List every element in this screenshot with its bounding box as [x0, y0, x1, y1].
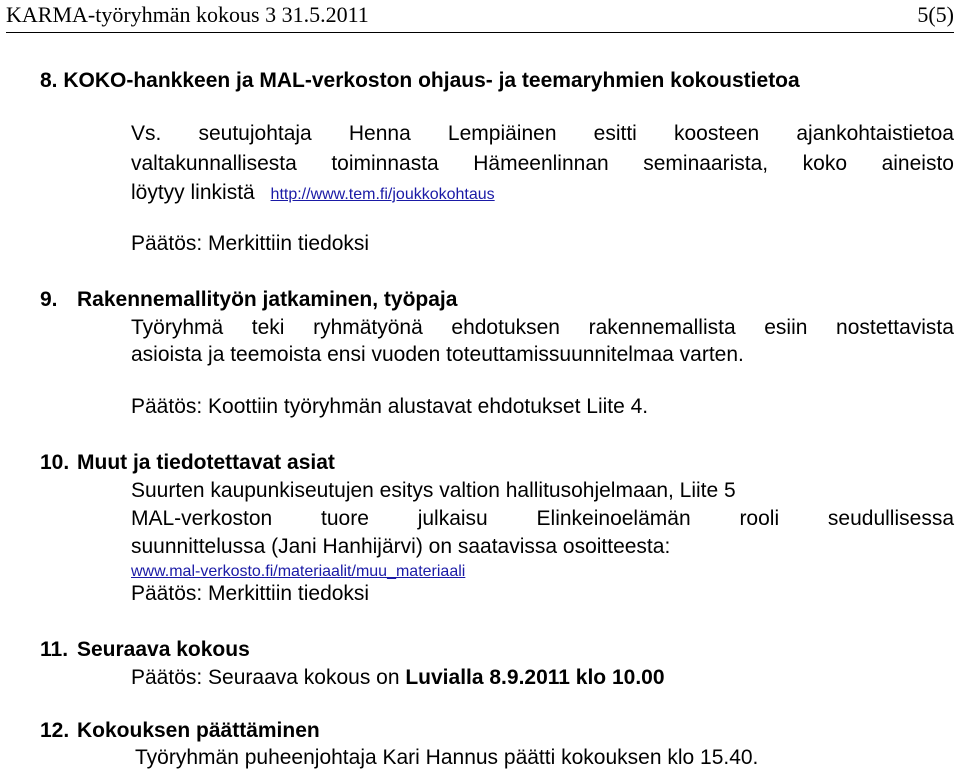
section-10-number: 10. [40, 451, 70, 474]
document-title: KARMA-työryhmän kokous 3 31.5.2011 [6, 2, 369, 27]
word: Elinkeinoelämän [536, 507, 691, 530]
word: koosteen [673, 122, 760, 145]
section-12-number: 12. [40, 719, 70, 742]
word: seudullisessa [827, 507, 954, 530]
page-header [6, 2, 954, 28]
section-12-heading: Kokouksen päättäminen [77, 719, 320, 742]
section-9-heading: Rakennemallityön jatkaminen, työpaja [77, 288, 458, 311]
section-11-number: 11. [40, 638, 69, 661]
word: Hämeenlinnan [473, 152, 609, 175]
section-8-decision: Päätös: Merkittiin tiedoksi [131, 232, 370, 255]
section-10-decision: Päätös: Merkittiin tiedoksi [131, 582, 370, 605]
section-8-heading: 8. KOKO-hankkeen ja MAL-verkoston ohjaus- ja teemaryhmien kokoustietoa [40, 69, 800, 92]
section-8-line-3 [131, 180, 495, 208]
section-10-heading: Muut ja tiedotettavat asiat [77, 451, 335, 474]
word: ajankohtaistietoa [796, 122, 954, 145]
word: seutujohtaja [198, 122, 312, 145]
section-8-line-1 [131, 121, 954, 147]
word: valtakunnallisesta [131, 152, 297, 175]
section-11-decision-prefix: Päätös: Seuraava kokous on [131, 666, 406, 689]
section-10-line-1: Suurten kaupunkiseutujen esitys valtion hallitusohjelmaan, Liite 5 [131, 479, 736, 502]
section-11-decision [131, 665, 665, 691]
section-9-line-2: asioista ja teemoista ensi vuoden toteuttamissuunnitelmaa varten. [131, 343, 744, 366]
word: esitti [593, 122, 637, 145]
word: MAL-verkoston [131, 507, 273, 530]
word: aineisto [881, 152, 954, 175]
word: julkaisu [417, 507, 488, 530]
section-8-line-2 [131, 151, 954, 177]
section-11-heading: Seuraava kokous [77, 638, 250, 661]
mal-verkosto-link[interactable]: www.mal-verkosto.fi/materiaalit/muu_materiaali [131, 563, 466, 580]
word: ryhmätyönä [313, 316, 423, 339]
section-12-line-1: Työryhmän puheenjohtaja Kari Hannus päätti kokouksen klo 15.40. [135, 746, 759, 769]
word: Vs. [131, 122, 162, 145]
page-number: 5(5) [917, 2, 954, 27]
word: toiminnasta [331, 152, 439, 175]
word: rooli [739, 507, 780, 530]
word: rakennemallista [588, 316, 736, 339]
word: nostettavista [836, 316, 954, 339]
word: tuore [321, 507, 369, 530]
word: koko [802, 152, 848, 175]
word: ehdotuksen [451, 316, 560, 339]
section-10-line-3: suunnittelussa (Jani Hanhijärvi) on saatavissa osoitteesta: [131, 535, 671, 558]
section-9-decision: Päätös: Koottiin työryhmän alustavat ehdotukset Liite 4. [131, 395, 649, 418]
tem-link[interactable]: http://www.tem.fi/joukkokohtaus [270, 186, 495, 203]
section-9-number: 9. [40, 288, 58, 311]
word: Lempiäinen [447, 122, 557, 145]
word: esiin [764, 316, 808, 339]
word: seminaarista, [643, 152, 769, 175]
section-8-line-3-text: löytyy linkistä [131, 181, 255, 204]
section-9-line-1 [131, 315, 954, 341]
next-meeting-info: Luvialla 8.9.2011 klo 10.00 [405, 666, 665, 689]
header-divider [6, 32, 954, 33]
word: Henna [348, 122, 411, 145]
word: teki [251, 316, 285, 339]
section-10-line-2 [131, 506, 954, 532]
word: Työryhmä [131, 316, 224, 339]
